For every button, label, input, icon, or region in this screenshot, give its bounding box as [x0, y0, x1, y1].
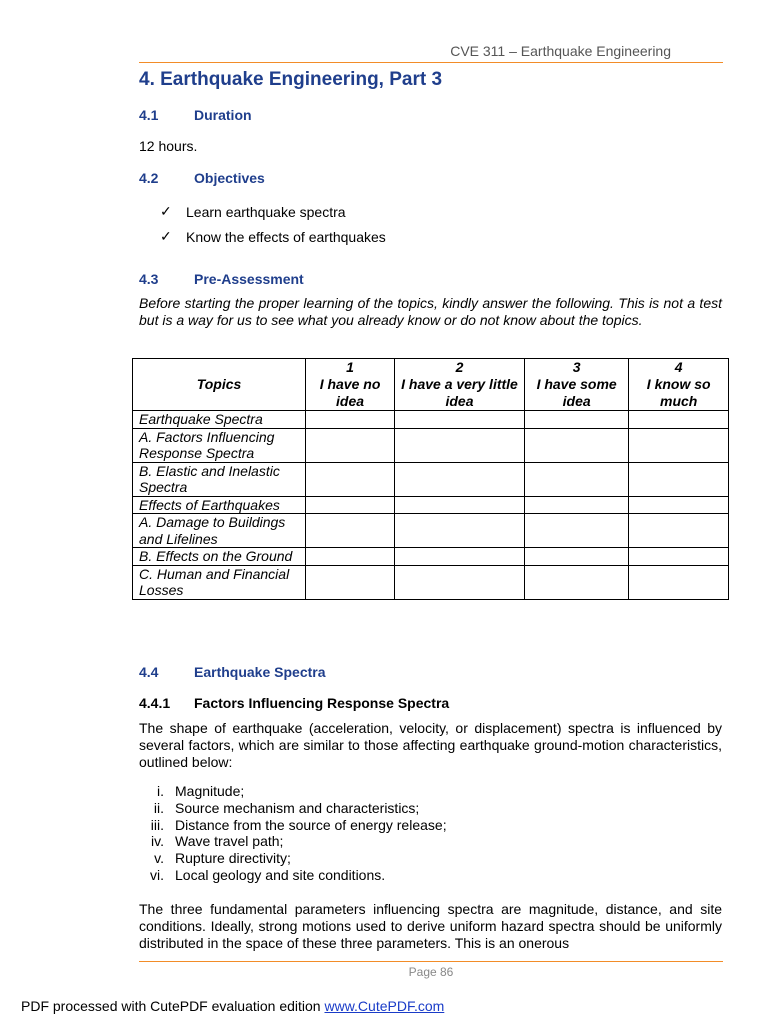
rating-cell[interactable]	[629, 565, 729, 599]
checkmark-icon: ✓	[160, 203, 172, 219]
rating-cell[interactable]	[629, 411, 729, 429]
column-number: 3	[572, 359, 581, 375]
topics-column-header: Topics	[133, 359, 306, 411]
rating-cell[interactable]	[629, 428, 729, 462]
topic-cell: B. Elastic and Inelastic Spectra	[133, 462, 306, 496]
rating-cell[interactable]	[306, 411, 395, 429]
list-item	[139, 817, 447, 834]
list-item	[139, 850, 447, 867]
rating-cell[interactable]	[524, 462, 628, 496]
factors-list	[139, 783, 447, 884]
column-label: I have no idea	[319, 376, 381, 409]
section-number: 4.2	[139, 170, 159, 186]
list-text: Rupture directivity;	[175, 850, 291, 867]
section-number: 4.4	[139, 664, 159, 680]
footer-rule	[139, 961, 723, 962]
rating-cell[interactable]	[524, 411, 628, 429]
list-number: i.	[157, 783, 164, 799]
rating-cell[interactable]	[524, 514, 628, 548]
column-number: 2	[455, 359, 464, 375]
rating-cell[interactable]	[524, 428, 628, 462]
section-heading-duration	[139, 107, 252, 123]
rating-cell[interactable]	[306, 565, 395, 599]
topic-cell: A. Factors Influencing Response Spectra	[133, 428, 306, 462]
rating-cell[interactable]	[395, 462, 525, 496]
list-item	[139, 783, 447, 800]
rating-cell[interactable]	[306, 496, 395, 514]
topic-cell: Effects of Earthquakes	[133, 496, 306, 514]
list-number: iv.	[151, 833, 164, 850]
pre-assessment-table	[132, 358, 729, 600]
rating-cell[interactable]	[524, 548, 628, 566]
rating-cell[interactable]	[395, 411, 525, 429]
list-number: iii.	[150, 816, 164, 833]
section-heading-objectives	[139, 170, 265, 186]
rating-cell[interactable]	[629, 548, 729, 566]
rating-cell[interactable]	[306, 514, 395, 548]
section-number: 4.1	[139, 107, 159, 123]
column-number: 1	[346, 359, 354, 375]
topic-cell: C. Human and Financial Losses	[133, 565, 306, 599]
list-number: vi.	[150, 866, 164, 883]
table-row	[133, 496, 729, 514]
list-text: Distance from the source of energy release;	[175, 816, 447, 833]
list-text: Magnitude;	[175, 783, 245, 799]
column-number: 4	[674, 359, 683, 375]
rating-cell[interactable]	[524, 565, 628, 599]
list-item	[139, 800, 447, 817]
section-heading-preassessment	[139, 271, 304, 287]
rating-cell[interactable]	[629, 496, 729, 514]
list-number: ii.	[153, 799, 164, 816]
column-header-3	[524, 359, 628, 411]
list-item	[139, 833, 447, 850]
objectives-list	[160, 199, 386, 249]
table-row	[133, 514, 729, 548]
factors-intro: The shape of earthquake (acceleration, velocity, or displacement) spectra is influenced by several factors, which are similar to those affecting earthquake ground-motion characteristics, outlined below:	[139, 720, 722, 770]
rating-cell[interactable]	[395, 428, 525, 462]
footer-text: PDF processed with CutePDF evaluation edition	[21, 998, 325, 1014]
duration-text: 12 hours.	[139, 138, 198, 154]
column-header-1	[306, 359, 395, 411]
header-rule	[139, 62, 723, 63]
rating-cell[interactable]	[629, 462, 729, 496]
rating-cell[interactable]	[395, 548, 525, 566]
section-title: Duration	[194, 107, 252, 123]
rating-cell[interactable]	[629, 514, 729, 548]
section-title: Objectives	[194, 170, 265, 186]
column-header-4	[629, 359, 729, 411]
topic-cell: Earthquake Spectra	[133, 411, 306, 429]
section-title: Factors Influencing Response Spectra	[194, 695, 450, 711]
rating-cell[interactable]	[306, 462, 395, 496]
rating-cell[interactable]	[395, 565, 525, 599]
rating-cell[interactable]	[395, 514, 525, 548]
list-text: Wave travel path;	[175, 833, 284, 850]
table-row	[133, 411, 729, 429]
rating-cell[interactable]	[524, 496, 628, 514]
checkmark-icon: ✓	[160, 228, 172, 244]
column-header-2	[395, 359, 525, 411]
list-item	[139, 867, 447, 884]
column-label: I have some idea	[536, 376, 617, 409]
factors-outro: The three fundamental parameters influencing spectra are magnitude, distance, and site conditions. Ideally, strong motions used to derive uniform hazard spectra should be uniformly distributed in the space of these three parameters. This is an onerous	[139, 901, 722, 951]
section-number: 4.4.1	[139, 695, 171, 711]
topic-cell: B. Effects on the Ground	[133, 548, 306, 566]
list-item	[160, 199, 386, 224]
list-number: v.	[154, 850, 164, 867]
page-title: 4. Earthquake Engineering, Part 3	[139, 69, 443, 90]
table-row	[133, 565, 729, 599]
subsection-heading-factors	[139, 695, 449, 711]
table-header-row	[133, 359, 729, 411]
preassessment-intro: Before starting the proper learning of the topics, kindly answer the following. This is not a test but is a way for us to see what you already know or do not know about the topics.	[139, 295, 722, 328]
section-title: Pre-Assessment	[194, 271, 304, 287]
rating-cell[interactable]	[306, 428, 395, 462]
table-row	[133, 462, 729, 496]
rating-cell[interactable]	[395, 496, 525, 514]
list-text: Source mechanism and characteristics;	[175, 799, 420, 816]
section-heading-spectra	[139, 664, 326, 680]
cutepdf-link[interactable]: www.CutePDF.com	[324, 998, 445, 1014]
list-item	[160, 224, 386, 249]
section-number: 4.3	[139, 271, 159, 287]
objective-text: Know the effects of earthquakes	[186, 228, 386, 245]
section-title: Earthquake Spectra	[194, 664, 326, 680]
objective-text: Learn earthquake spectra	[186, 203, 346, 220]
table-row	[133, 548, 729, 566]
cutepdf-footer	[21, 998, 444, 1014]
running-header: CVE 311 – Earthquake Engineering	[450, 43, 671, 59]
table-row	[133, 428, 729, 462]
list-text: Local geology and site conditions.	[175, 866, 386, 883]
rating-cell[interactable]	[306, 548, 395, 566]
column-label: I have a very little idea	[401, 376, 518, 409]
page-number: Page 86	[408, 965, 454, 979]
topic-cell: A. Damage to Buildings and Lifelines	[133, 514, 306, 548]
column-label: I know so much	[646, 376, 711, 409]
